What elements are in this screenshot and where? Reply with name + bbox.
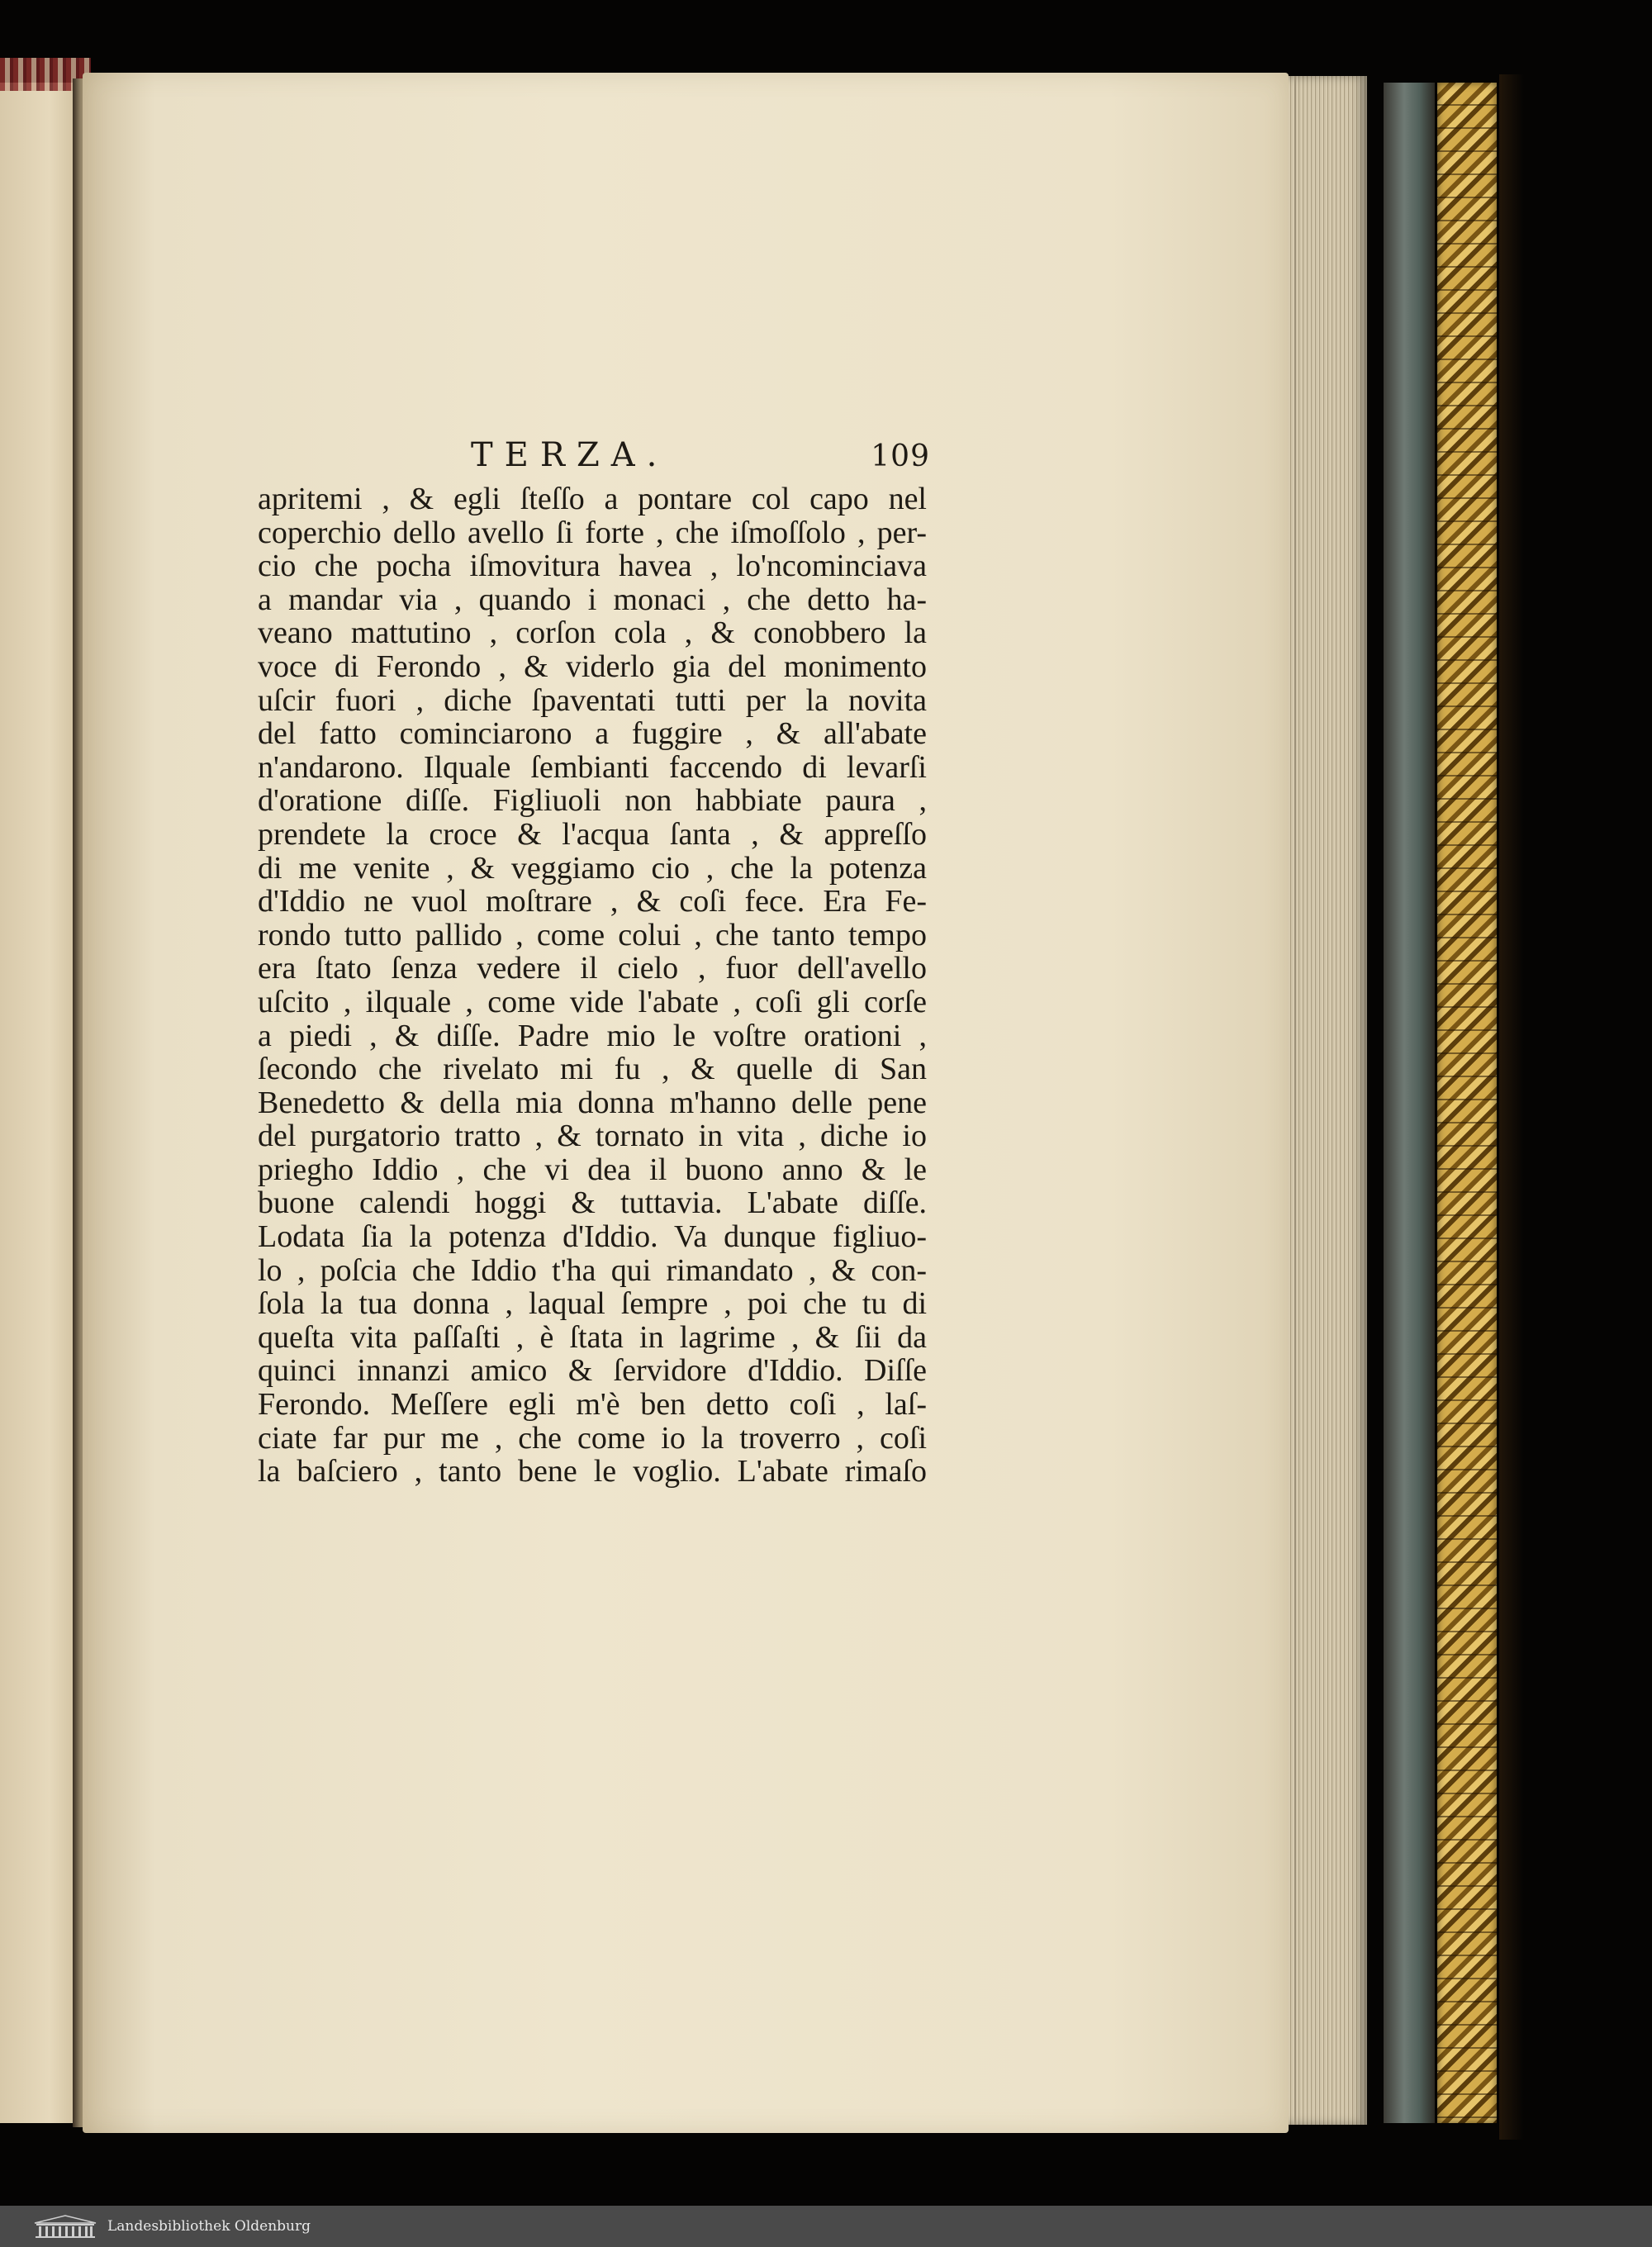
- text-line: la baſciero , tanto bene le voglio. L'abate rimaſo: [258, 1454, 927, 1489]
- text-line: era ſtato ſenza vedere il cielo , fuor dell'avello: [258, 951, 927, 986]
- text-line: ſola la tua donna , laqual ſempre , poi che tu di: [258, 1286, 927, 1322]
- text-line: uſcir fuori , diche ſpaventati tutti per la novita: [258, 682, 927, 718]
- spine-shadow: [1499, 74, 1524, 2140]
- text-line: d'oratione diſſe. Figliuoli non habbiate paura ,: [258, 783, 927, 819]
- text-line: lo , poſcia che Iddio t'ha qui rimandato , & con-: [258, 1252, 927, 1288]
- text-line: prendete la croce & l'acqua ſanta , & appreſſo: [258, 816, 927, 852]
- text-line: coperchio dello avello ſi forte , che iſmoſſolo , per-: [258, 515, 927, 550]
- left-page-edge: [0, 83, 83, 2123]
- running-title: TERZA.: [471, 436, 669, 474]
- text-line: del fatto cominciarono a fuggire , & all'abate: [258, 716, 927, 752]
- text-line: quinci innanzi amico & ſervidore d'Iddio. Diſſe: [258, 1353, 927, 1389]
- text-line: queſta vita paſſaſti , è ſtata in lagrime , & ſii da: [258, 1319, 927, 1355]
- library-name: Landesbibliothek Oldenburg: [107, 2218, 311, 2235]
- running-head: [258, 436, 930, 482]
- gilded-spine: [1437, 83, 1497, 2123]
- text-line: rondo tutto pallido , come colui , che tanto tempo: [258, 917, 927, 952]
- text-line: a mandar via , quando i monaci , che detto ha-: [258, 582, 927, 617]
- library-building-icon: [33, 2213, 97, 2240]
- page-text-block: [258, 436, 930, 1489]
- text-line: di me venite , & veggiamo cio , che la potenza: [258, 850, 927, 886]
- text-line: del purgatorio tratto , & tornato in vita , diche io: [258, 1119, 927, 1154]
- page-number: 109: [871, 439, 930, 473]
- text-line: cio che pocha iſmovitura havea , lo'ncominciava: [258, 549, 927, 584]
- viewer-footer: [0, 2206, 1652, 2247]
- text-line: Benedetto & della mia donna m'hanno delle pene: [258, 1085, 927, 1120]
- text-line: buone calendi hoggi & tuttavia. L'abate diſſe.: [258, 1185, 927, 1221]
- text-lines: [258, 482, 927, 1489]
- text-line: priegho Iddio , che vi dea il buono anno & le: [258, 1152, 927, 1187]
- text-line: d'Iddio ne vuol moſtrare , & coſi fece. Era Fe-: [258, 884, 927, 919]
- text-line: ſecondo che rivelato mi fu , & quelle di San: [258, 1052, 927, 1087]
- text-line: uſcito , ilquale , come vide l'abate , coſi gli corſe: [258, 984, 927, 1019]
- text-line: n'andarono. Ilquale ſembianti faccendo di levarſi: [258, 749, 927, 785]
- text-line: Ferondo. Meſſere egli m'è ben detto coſi , laſ-: [258, 1387, 927, 1423]
- text-line: veano mattutino , corſon cola , & conobbero la: [258, 615, 927, 651]
- text-line: a piedi , & diſſe. Padre mio le voſtre orationi ,: [258, 1018, 927, 1053]
- spine-cover-band: [1384, 83, 1435, 2123]
- text-line: ciate far pur me , che come io la troverro , coſi: [258, 1420, 927, 1456]
- text-line: voce di Ferondo , & viderlo gia del monimento: [258, 648, 927, 684]
- text-line: Lodata ſia la potenza d'Iddio. Va dunque figliuo-: [258, 1219, 927, 1255]
- text-line: apritemi , & egli ſteſſo a pontare col capo nel: [258, 482, 927, 516]
